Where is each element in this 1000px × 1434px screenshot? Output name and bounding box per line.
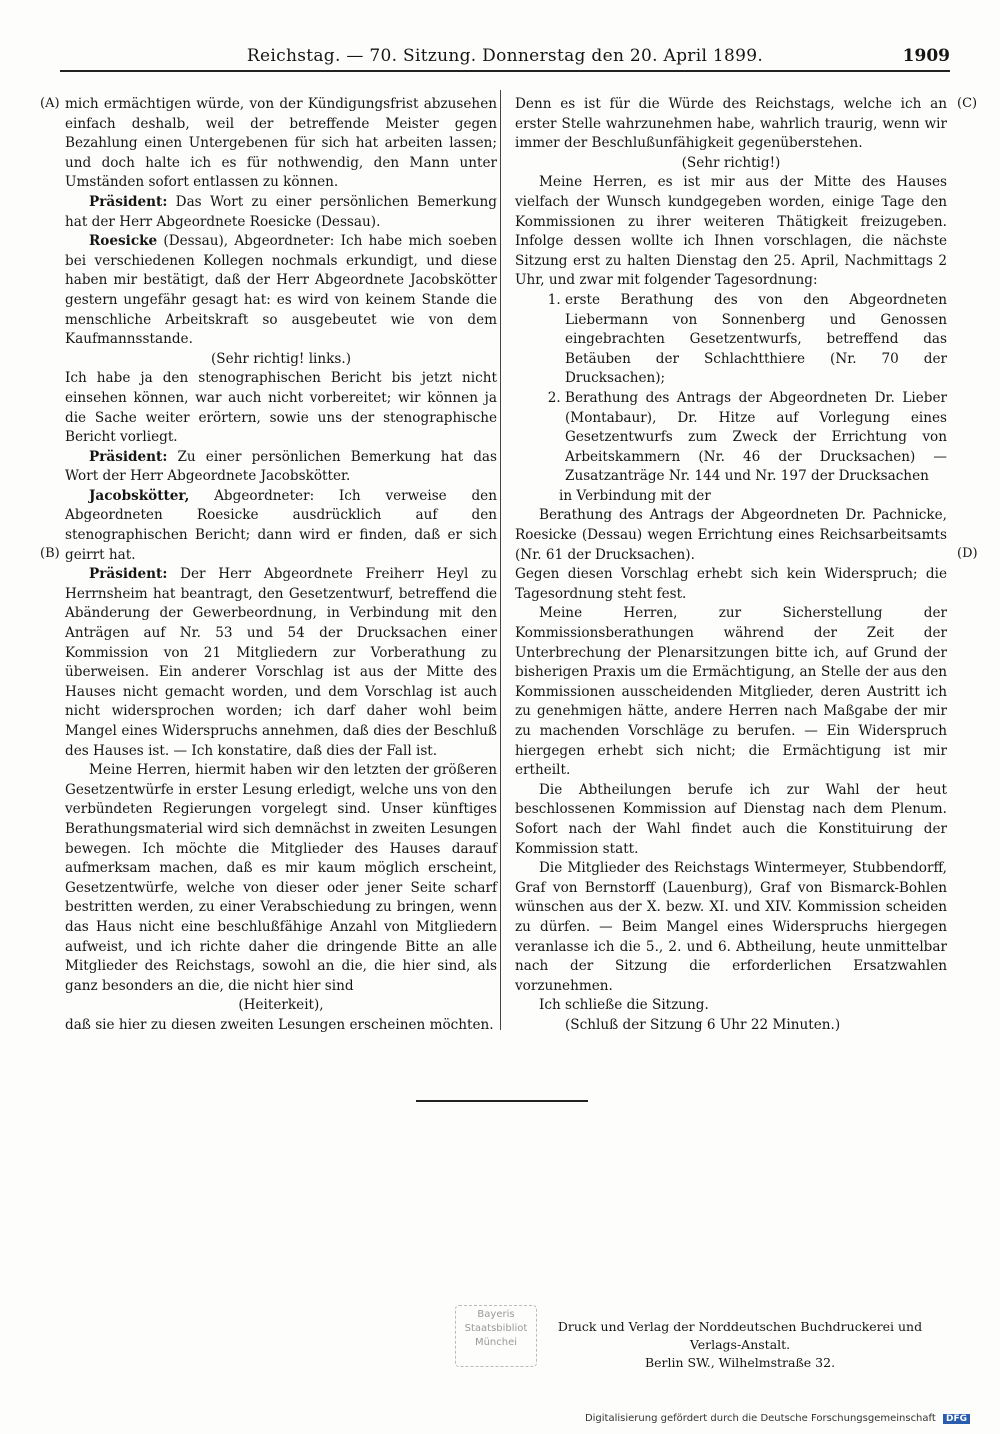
page-number: 1909 <box>902 46 950 66</box>
speech-text: Der Herr Abgeordnete Freiherr Heyl zu Herrnsheim hat beantragt, den Gesetzentwurf, betreffend die Abänderung der Gewerbeordnung, in Verbindung mit den Anträgen auf Nr. 53 und 54 der Drucksachen einer Kommission von 21 Mitgliedern zur Vorberathung zu überweisen. Ein anderer Vorschlag ist aus der Mitte des Hauses nicht gemacht worden, und dem Vorschlag ist auch nicht widersprochen worden; ich darf daher wohl beim Mangel eines Widerspruchs annehmen, daß dies der Beschluß des Hauses ist. — Ich konstatire, daß dies der Fall ist. <box>65 566 497 759</box>
imprint-line: Druck und Verlag der Norddeutschen Buchdruckerei und Verlags-Anstalt. <box>557 1319 923 1352</box>
library-stamp <box>455 1305 537 1367</box>
right-column <box>515 95 947 1036</box>
paragraph: Meine Herren, es ist mir aus der Mitte des Hauses vielfach der Wunsch kundgegeben worden, einige Tage den Kommissionen zu ihrer weiteren Thätigkeit freizugeben. Infolge dessen wollte ich Ihnen vorschlagen, die nächste Sitzung erst zu halten Dienstag den 25. April, Nachmittags 2 Uhr, und zwar mit folgender Tagesordnung: <box>515 174 947 289</box>
paragraph <box>65 448 497 487</box>
paragraph: Die Abtheilungen berufe ich zur Wahl der heut beschlossenen Kommission auf Dienstag nach dem Plenum. Sofort nach der Wahl findet auch die Konstituirung der Kommission statt. <box>515 781 947 857</box>
page-title: Reichstag. — 70. Sitzung. Donnerstag den 20. April 1899. <box>246 46 764 66</box>
paragraph <box>65 565 497 761</box>
interjection: (Sehr richtig! links.) <box>210 350 352 367</box>
interjection: (Heiterkeit), <box>238 997 324 1014</box>
speaker-name: Präsident: <box>89 566 168 583</box>
speech-text: Abgeordneter: Ich verweise den Abgeordneten Roesicke ausdrücklich auf den stenographischen Bericht; dann wird er finden, daß er sich geirrt hat. <box>65 487 497 563</box>
stamp-line: Bayeris <box>477 1309 515 1320</box>
margin-marker-c: (C) <box>957 96 978 111</box>
interjection: (Sehr richtig!) <box>681 154 781 171</box>
paragraph <box>65 487 497 565</box>
agenda-item <box>565 389 947 487</box>
paragraph: mich ermächtigen würde, von der Kündigungsfrist abzusehen einfach deshalb, weil der betreffende Meister gegen Bezahlung einen Untergebenen für sich hat arbeiten lassen; und doch halte ich es für nothwendig, den Mann unter Umständen sofort entlassen zu können. <box>65 96 497 191</box>
footer-text: Digitalisierung gefördert durch die Deutsche Forschungsgemeinschaft <box>584 1413 936 1424</box>
agenda-item-continuation: Berathung des Antrags der Abgeordneten Dr. Pachnicke, Roesicke (Dessau) wegen Errichtung eines Reichsarbeitsamts (Nr. 61 der Drucksachen). <box>515 507 947 563</box>
end-rule <box>416 1100 588 1102</box>
margin-marker-d: (D) <box>957 546 978 561</box>
stamp-line: Staatsbibliot <box>464 1323 528 1334</box>
speech-text: (Dessau), Abgeordneter: Ich habe mich soeben bei verschiedenen Kollegen nochmals erkundigt, und diese haben mir bestätigt, daß der Herr Abgeordnete Jacobskötter gestern ungefähr gesagt hat: es wird von keinem Stande die menschliche Arbeitskraft so ausgebeutet wie von dem Kaufmannsstande. <box>65 233 497 348</box>
margin-marker-a: (A) <box>40 96 60 111</box>
speech-text: Das Wort zu einer persönlichen Bemerkung hat der Herr Abgeordnete Roesicke (Dessau). <box>65 193 497 230</box>
closing-note: (Schluß der Sitzung 6 Uhr 22 Minuten.) <box>565 1016 841 1033</box>
paragraph: Meine Herren, hiermit haben wir den letzten der größeren Gesetzentwürfe in erster Lesung erledigt, welche uns von den verbündeten Regierungen vorgelegt sind. Unser künftiges Berathungsmaterial wird sich demnächst in zweiten Lesungen bewegen. Ich möchte die Mitglieder des Hauses darauf aufmerksam machen, daß es mir kaum möglich erscheint, Gesetzentwürfe, welche von dieser oder jener Seite scharf bestritten werden, zu einer Verabschiedung zu bringen, wenn das Haus nicht eine beschlußfähige Anzahl von Mitgliedern aufweist, und ich richte daher die dringende Bitte an alle Mitglieder des Reichstags, sowohl an die, die hier sind, als ganz besonders an die, die nicht hier sind <box>65 762 497 994</box>
page-header <box>60 44 950 72</box>
agenda-connector: in Verbindung mit der <box>559 487 711 504</box>
printer-imprint <box>540 1318 940 1372</box>
paragraph: Ich schließe die Sitzung. <box>539 997 709 1014</box>
paragraph <box>65 193 497 232</box>
speaker-name: Jacobskötter, <box>89 487 190 504</box>
paragraph: daß sie hier zu diesen zweiten Lesungen erscheinen möchten. <box>65 1016 494 1033</box>
paragraph: Denn es ist für die Würde des Reichstags, welche ich an erster Stelle wahrzunehmen habe, wahrlich traurig, wenn wir immer der Beschlußunfähigkeit gegenüberstehen. <box>515 96 947 152</box>
dfg-logo-icon: DFG <box>943 1414 970 1424</box>
digitization-footer <box>585 1413 970 1424</box>
agenda-item-text: Berathung des Antrags der Abgeordneten Dr. Lieber (Montabaur), Dr. Hitze auf Vorlegung eines Gesetzentwurfs zum Zweck der Errichtung von Arbeitskammern (Nr. 46 der Drucksachen) — Zusatzanträge Nr. 144 und Nr. 197 der Drucksachen <box>565 389 947 485</box>
left-column <box>65 95 497 1036</box>
speaker-name: Präsident: <box>89 193 168 210</box>
margin-marker-b: (B) <box>40 546 60 561</box>
agenda-list <box>515 291 947 487</box>
paragraph <box>65 232 497 350</box>
speech-text: Zu einer persönlichen Bemerkung hat das Wort der Herr Abgeordnete Jacobskötter. <box>65 448 497 485</box>
speaker-name: Präsident: <box>89 448 168 465</box>
column-divider <box>500 90 501 1030</box>
agenda-item: 1. erste Berathung des von den Abgeordneten Liebermann von Sonnenberg und Genossen eingebrachten Gesetzentwurfs, betreffend das Betäuben der Schlachtthiere (Nr. 70 der Drucksachen); <box>565 291 947 389</box>
speaker-name: Roesicke <box>89 233 158 250</box>
paragraph: Meine Herren, zur Sicherstellung der Kommissionsberathungen während der Zeit der Unterbrechung der Plenarsitzungen bitte ich, auf Grund der bisherigen Praxis um die Ermächtigung, an Stelle der aus den Kommissionen ausscheidenden Mitglieder, deren Austritt ich zu genehmigen hätte, andere Herren nach Maßgabe der mir zu machenden Vorschläge zu berufen. — Ein Widerspruch hiergegen erhebt sich nicht; die Ermächtigung ist mir ertheilt. <box>515 605 947 779</box>
paragraph: Gegen diesen Vorschlag erhebt sich kein Widerspruch; die Tagesordnung steht fest. <box>515 566 947 602</box>
paragraph: Die Mitglieder des Reichstags Wintermeyer, Stubbendorff, Graf von Bernstorff (Lauenburg), Graf von Bismarck-Bohlen wünschen aus der X. bezw. XI. und XIV. Kommission scheiden zu dürfen. — Beim Mangel eines Widerspruchs hiergegen veranlasse ich die 5., 2. und 6. Abtheilung, heute unmittelbar nach der Sitzung die erforderlichen Ersatzwahlen vorzunehmen. <box>515 860 947 994</box>
stamp-line: Münchei <box>474 1337 518 1348</box>
paragraph: Ich habe ja den stenographischen Bericht bis jetzt nicht einsehen können, war auch nicht vorbereitet; wir können ja die Sache weiter erörtern, sowie uns der stenographische Bericht vorliegt. <box>65 370 497 446</box>
imprint-line: Berlin SW., Wilhelmstraße 32. <box>644 1355 836 1370</box>
